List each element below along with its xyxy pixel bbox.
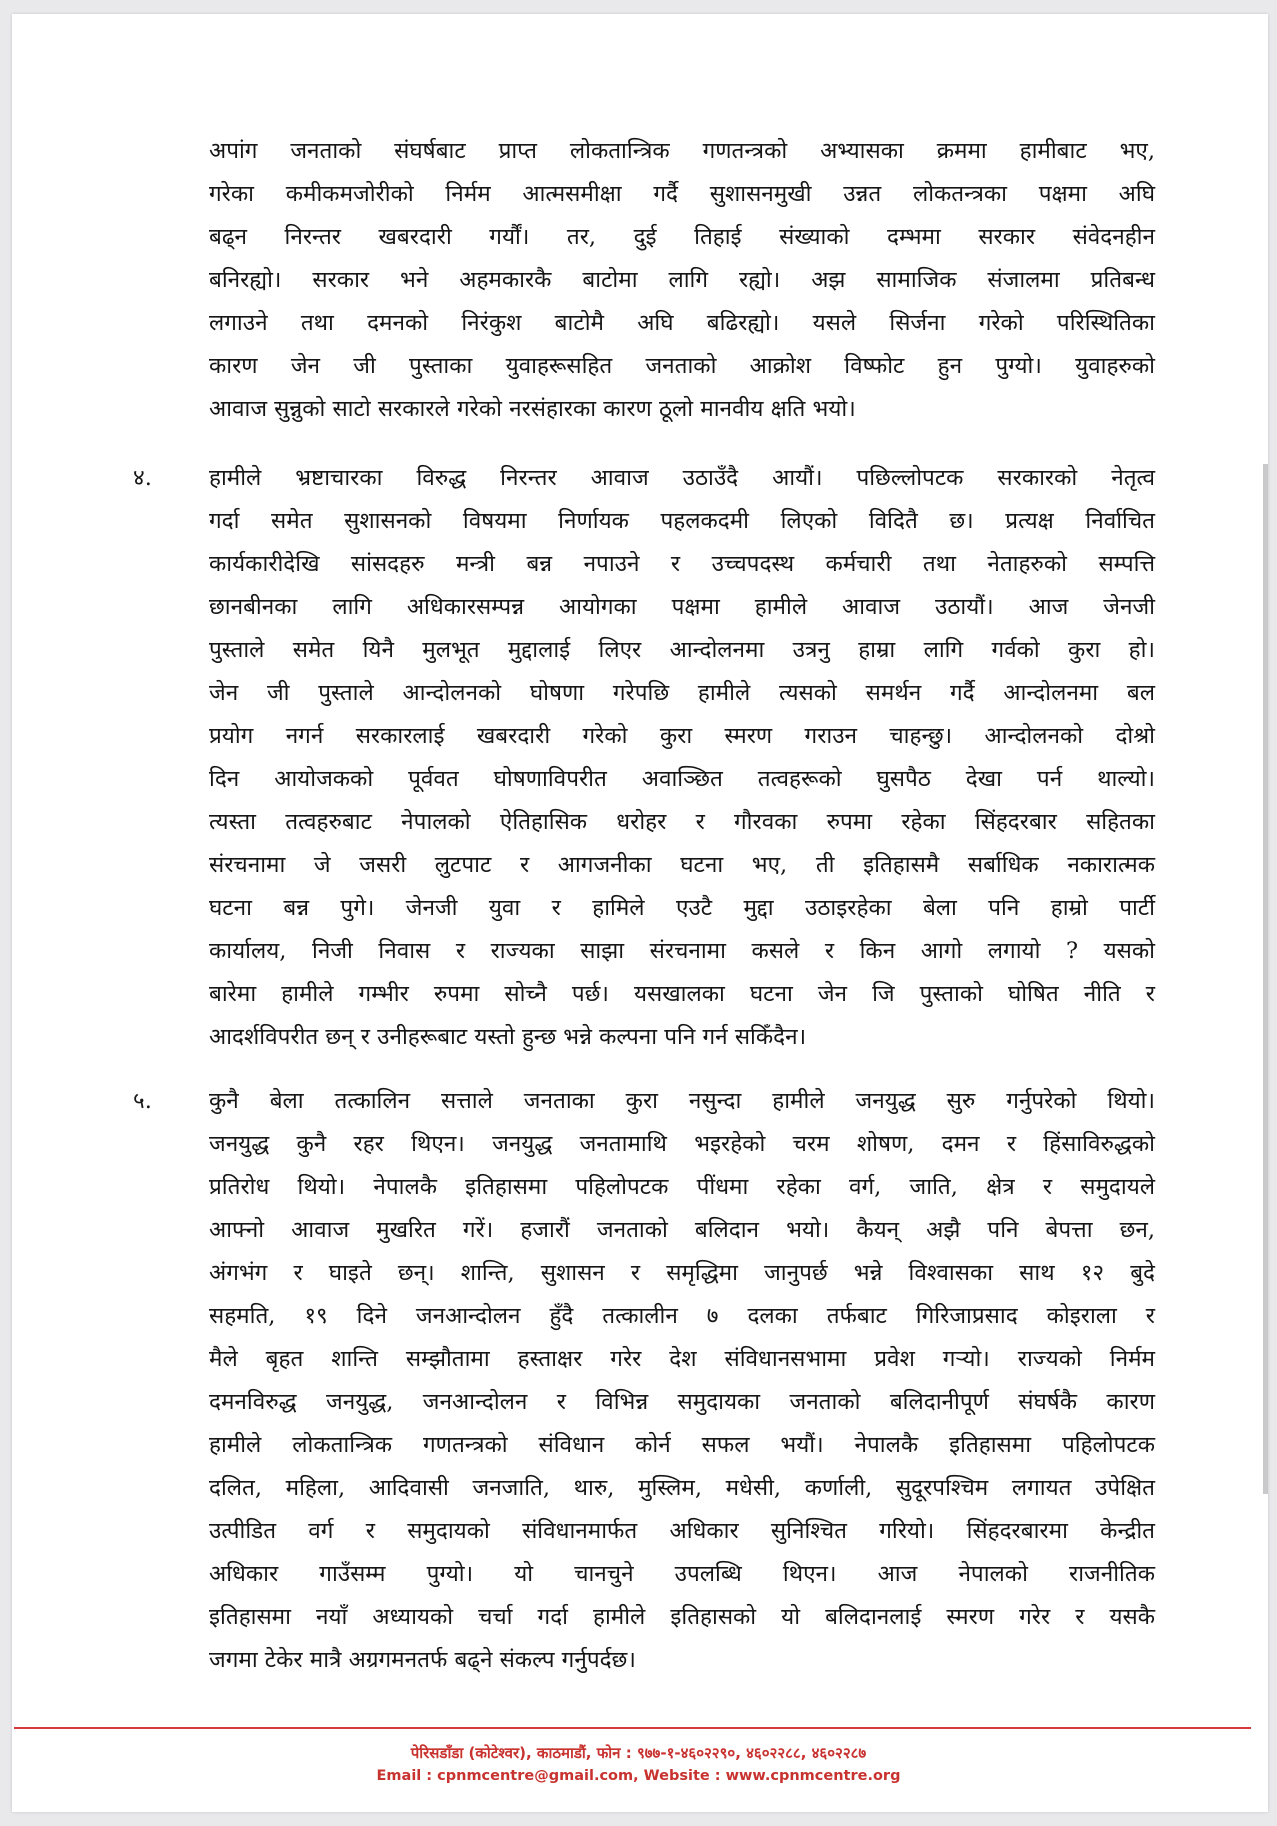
- text-line: अपांग जनताको संघर्षबाट प्राप्त लोकतान्त्रिक गणतन्त्रको अभ्यासका क्रममा हामीबाट भए,: [209, 138, 1155, 164]
- text-line: लगाउने तथा दमनको निरंकुश बाटोमै अघि बढिरह्यो। यसले सिर्जना गरेको परिस्थितिका: [209, 310, 1155, 336]
- text-line: कारण जेन जी पुस्ताका युवाहरूसहित जनताको आक्रोश विष्फोट हुन पुग्यो। युवाहरुको: [209, 353, 1155, 379]
- text-line: प्रयोग नगर्न सरकारलाई खबरदारी गरेको कुरा स्मरण गराउन चाहन्छु। आन्दोलनको दोश्रो: [209, 723, 1155, 749]
- paragraph-3-continuation: [209, 130, 1155, 431]
- text-line: पुस्ताले समेत यिनै मुलभूत मुद्दालाई लिएर आन्दोलनमा उत्रनु हाम्रा लागि गर्वको कुरा हो।: [209, 637, 1155, 663]
- footer-address: पेरिसडाँडा (कोटेश्वर), काठमाडौं, फोन : ९७७-१-४६०२२९०, ४६०२२८८, ४६०२२८७: [410, 1744, 867, 1762]
- text-line: आदर्शविपरीत छन् र उनीहरूबाट यस्तो हुन्छ भन्ने कल्पना पनि गर्न सकिँदैन।: [209, 1024, 807, 1050]
- text-line: दिन आयोजकको पूर्ववत घोषणाविपरीत अवाञ्छित तत्वहरूको घुसपैठ देखा पर्न थाल्यो।: [209, 766, 1155, 792]
- scrollbar[interactable]: [1263, 464, 1268, 1494]
- text-line: दमनविरुद्ध जनयुद्ध, जनआन्दोलन र विभिन्न समुदायका जनताको बलिदानीपूर्ण संघर्षकै कारण: [209, 1389, 1155, 1415]
- text-line: उत्पीडित वर्ग र समुदायको संविधानमार्फत अधिकार सुनिश्चित गरियो। सिंहदरबारमा केन्द्रीत: [209, 1518, 1155, 1544]
- footer-contact: Email : cpnmcentre@gmail.com, Website : www.cpnmcentre.org: [376, 1768, 901, 1784]
- paragraph-4: [209, 457, 1155, 1059]
- text-line: जगमा टेकेर मात्रै अग्रगमनतर्फ बढ्ने संकल्प गर्नुपर्दछ।: [209, 1647, 636, 1673]
- text-line: आवाज सुन्नुको साटो सरकारले गरेको नरसंहारका कारण ठूलो मानवीय क्षति भयो।: [209, 396, 856, 422]
- text-line: कुनै बेला तत्कालिन सत्ताले जनताका कुरा नसुन्दा हामीले जनयुद्ध सुरु गर्नुपरेको थियो।: [209, 1088, 1155, 1114]
- text-line: कार्यकारीदेखि सांसदहरु मन्त्री बन्न नपाउने र उच्चपदस्थ कर्मचारी तथा नेताहरुको सम्पत्ति: [209, 551, 1155, 577]
- paragraph-number-4: ४.: [133, 465, 152, 491]
- text-line: दलित, महिला, आदिवासी जनजाति, थारु, मुस्लिम, मधेसी, कर्णाली, सुदूरपश्चिम लगायत उपेक्षित: [209, 1475, 1155, 1501]
- text-line: बनिरह्यो। सरकार भने अहमकारकै बाटोमा लागि रह्यो। अझ सामाजिक संजालमा प्रतिबन्ध: [209, 267, 1155, 293]
- text-line: हामीले लोकतान्त्रिक गणतन्त्रको संविधान कोर्न सफल भयौं। नेपालकै इतिहासमा पहिलोपटक: [209, 1432, 1155, 1458]
- text-line: अंगभंग र घाइते छन्। शान्ति, सुशासन र समृद्धिमा जानुपर्छ भन्ने विश्वासका साथ १२ बुदे: [209, 1260, 1155, 1286]
- paragraph-number-5: ५.: [133, 1088, 152, 1114]
- text-line: बढ्न निरन्तर खबरदारी गर्यौं। तर, दुई तिहाई संख्याको दम्भमा सरकार संवेदनहीन: [209, 224, 1155, 250]
- text-line: त्यस्ता तत्वहरुबाट नेपालको ऐतिहासिक धरोहर र गौरवका रुपमा रहेका सिंहदरबार सहितका: [209, 809, 1155, 835]
- footer-divider: [14, 1727, 1251, 1729]
- text-line: अधिकार गाउँसम्म पुग्यो। यो चानचुने उपलब्धि थिएन। आज नेपालको राजनीतिक: [209, 1561, 1155, 1587]
- text-line: संरचनामा जे जसरी लुटपाट र आगजनीका घटना भए, ती इतिहासमै सर्बाधिक नकारात्मक: [209, 852, 1155, 878]
- text-line: हामीले भ्रष्टाचारका विरुद्ध निरन्तर आवाज उठाउँदै आयौं। पछिल्लोपटक सरकारको नेतृत्व: [209, 465, 1155, 491]
- text-line: आफ्नो आवाज मुखरित गरें। हजारौं जनताको बलिदान भयो। कैयन् अझै पनि बेपत्ता छन,: [209, 1217, 1155, 1243]
- text-line: सहमति, १९ दिने जनआन्दोलन हुँदै तत्कालीन ७ दलका तर्फबाट गिरिजाप्रसाद कोइराला र: [209, 1303, 1155, 1329]
- text-line: प्रतिरोध थियो। नेपालकै इतिहासमा पहिलोपटक पींधमा रहेका वर्ग, जाति, क्षेत्र र समुदायले: [209, 1174, 1155, 1200]
- text-line: जनयुद्ध कुनै रहर थिएन। जनयुद्ध जनतामाथि भइरहेको चरम शोषण, दमन र हिंसाविरुद्धको: [209, 1131, 1155, 1157]
- text-line: छानबीनका लागि अधिकारसम्पन्न आयोगका पक्षमा हामीले आवाज उठायौं। आज जेनजी: [209, 594, 1155, 620]
- text-line: मैले बृहत शान्ति सम्झौतामा हस्ताक्षर गरेर देश संविधानसभामा प्रवेश गर्‍यो। राज्यको निर्मम: [209, 1346, 1155, 1372]
- text-line: गर्दा समेत सुशासनको विषयमा निर्णायक पहलकदमी लिएको विदितै छ। प्रत्यक्ष निर्वाचित: [209, 508, 1155, 534]
- text-line: जेन जी पुस्ताले आन्दोलनको घोषणा गरेपछि हामीले त्यसको समर्थन गर्दै आन्दोलनमा बल: [209, 680, 1155, 706]
- text-line: बारेमा हामीले गम्भीर रुपमा सोच्नै पर्छ। यसखालका घटना जेन जि पुस्ताको घोषित नीति र: [209, 981, 1155, 1007]
- text-line: गरेका कमीकमजोरीको निर्मम आत्मसमीक्षा गर्दै सुशासनमुखी उन्नत लोकतन्त्रका पक्षमा अघि: [209, 181, 1155, 207]
- text-line: घटना बन्न पुगे। जेनजी युवा र हामिले एउटै मुद्दा उठाइरहेका बेला पनि हाम्रो पार्टी: [209, 895, 1155, 921]
- text-line: कार्यालय, निजी निवास र राज्यका साझा संरचनामा कसले र किन आगो लगायो ? यसको: [209, 938, 1155, 964]
- text-line: इतिहासमा नयाँ अध्यायको चर्चा गर्दा हामीले इतिहासको यो बलिदानलाई स्मरण गरेर र यसकै: [209, 1604, 1155, 1630]
- paragraph-5: [209, 1080, 1155, 1682]
